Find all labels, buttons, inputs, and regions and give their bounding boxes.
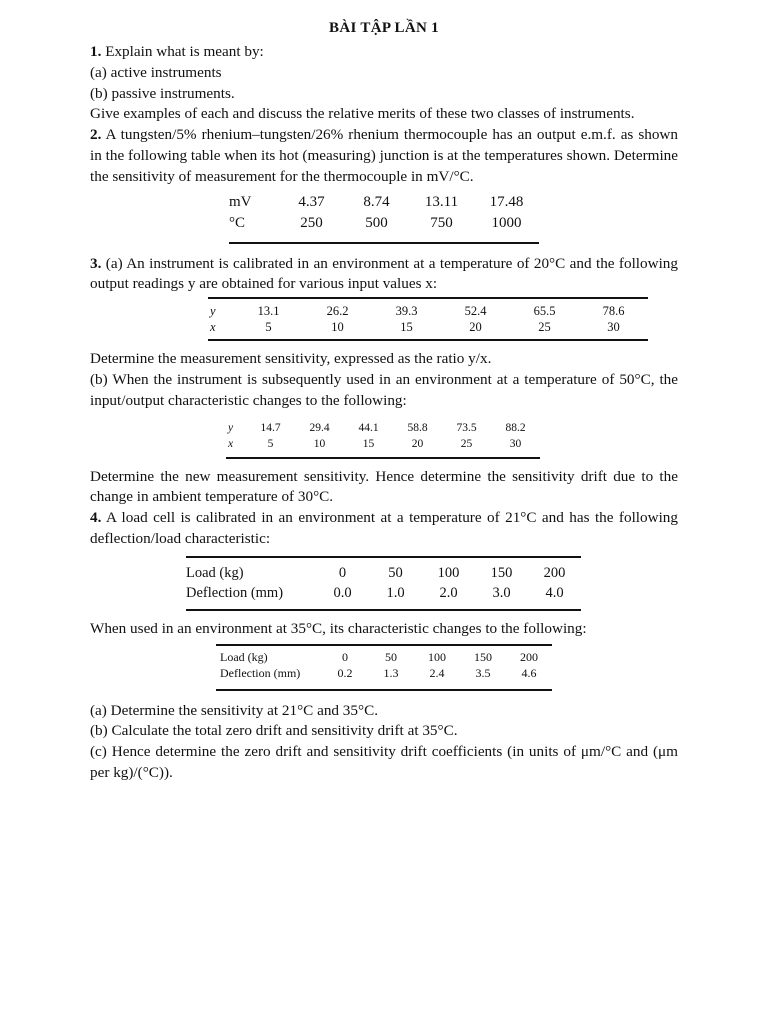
q3-text-a <box>90 254 678 296</box>
q4-item-c: (c) Hence determine the zero drift and sensitivity drift coefficients (in units of μm/°C and (μm per kg)/(°C)). <box>90 743 678 781</box>
row-label: Load (kg) <box>186 564 244 581</box>
q1-prompt-text: Explain what is meant by: <box>101 43 264 60</box>
document-page <box>90 20 678 784</box>
table-cell: 250 <box>300 214 323 231</box>
table-cell: 58.8 <box>407 421 428 434</box>
table-cell: 5 <box>267 437 274 450</box>
table-cell: 52.4 <box>464 304 487 319</box>
table-cell: 13.1 <box>257 304 280 319</box>
table-cell: 750 <box>430 214 453 231</box>
table-cell: 150 <box>490 564 513 581</box>
table-cell: 8.74 <box>363 193 390 210</box>
table-cell: 2.0 <box>439 584 458 601</box>
table-cell: 200 <box>520 649 538 664</box>
q1-number: 1. <box>90 43 102 60</box>
table-cell: 200 <box>543 564 566 581</box>
table-cell: 1.0 <box>386 584 405 601</box>
q3-table-20c <box>208 297 648 341</box>
row-label: Load (kg) <box>220 649 268 664</box>
q4-item-b: (b) Calculate the total zero drift and sensitivity drift at 35°C. <box>90 722 458 740</box>
table-cell: 10 <box>313 437 326 450</box>
table-cell: 73.5 <box>456 421 477 434</box>
table-cell: 29.4 <box>309 421 330 434</box>
q1-prompt <box>90 42 678 63</box>
table-cell: 10 <box>331 320 344 335</box>
table-row <box>226 420 540 436</box>
table-cell: 30 <box>607 320 620 335</box>
table-cell: 20 <box>469 320 482 335</box>
q2-thermocouple-table <box>229 192 539 244</box>
table-row <box>208 319 648 335</box>
q2-text <box>90 125 678 187</box>
table-row <box>216 649 552 665</box>
table-cell: 0 <box>338 564 347 581</box>
table-cell: 4.37 <box>298 193 325 210</box>
q4-text <box>90 508 678 550</box>
q4-number: 4. <box>90 509 102 527</box>
table-cell: 13.11 <box>424 193 459 210</box>
row-label: y <box>210 304 216 319</box>
q2-body: A tungsten/5% rhenium–tungsten/26% rhenium thermocouple has an output e.m.f. as shown in the following table when its hot (measuring) junction is at the temperatures shown. Determine the sensitivity of measurement for the thermocouple in mV/°C. <box>90 126 678 185</box>
table-cell: 25 <box>538 320 551 335</box>
table-row <box>229 213 539 234</box>
table-cell: 1.3 <box>383 665 399 680</box>
table-cell: 1000 <box>491 214 522 231</box>
q1-item-b: (b) passive instruments. <box>90 84 235 102</box>
q3-number: 3. <box>90 254 102 272</box>
table-cell: 50 <box>388 564 403 581</box>
table-cell: 88.2 <box>505 421 526 434</box>
table-cell: 20 <box>411 437 424 450</box>
row-label: mV <box>229 193 252 210</box>
table-cell: 15 <box>400 320 413 335</box>
q3-body-a: (a) An instrument is calibrated in an environment at a temperature of 20°C and the following output readings y are obtained for various input values x: <box>90 254 678 293</box>
q1-item-a: (a) active instruments <box>90 63 222 81</box>
table-cell: 5 <box>265 320 272 335</box>
q2-number: 2. <box>90 126 102 144</box>
q4-body: A load cell is calibrated in an environment at a temperature of 21°C and has the following deflection/load characteristic: <box>90 509 678 547</box>
q4-table-21c <box>186 556 581 611</box>
row-label: °C <box>229 214 246 231</box>
q4-table-35c <box>216 644 552 691</box>
table-cell: 78.6 <box>602 304 625 319</box>
table-cell: 0.0 <box>333 584 352 601</box>
table-cell: 2.4 <box>429 665 445 680</box>
table-row <box>186 583 581 603</box>
q3-text-b2: Determine the new measurement sensitivity. Hence determine the sensitivity drift due to the change in ambient temperature of 30°C. <box>90 467 678 506</box>
table-cell: 100 <box>428 649 446 664</box>
table-cell: 65.5 <box>533 304 556 319</box>
table-cell: 30 <box>509 437 522 450</box>
table-cell: 4.0 <box>545 584 564 601</box>
table-cell: 50 <box>385 649 397 664</box>
page-title: BÀI TẬP LẦN 1 <box>329 20 439 36</box>
table-cell: 26.2 <box>326 304 349 319</box>
table-cell: 14.7 <box>260 421 281 434</box>
table-cell: 25 <box>460 437 473 450</box>
row-label: Deflection (mm) <box>220 665 301 680</box>
table-cell: 39.3 <box>395 304 418 319</box>
q4-text2: When used in an environment at 35°C, its characteristic changes to the following: <box>90 619 587 637</box>
table-cell: 500 <box>365 214 388 231</box>
table-row <box>226 436 540 452</box>
table-cell: 17.48 <box>489 193 524 210</box>
table-cell: 15 <box>362 437 375 450</box>
row-label: y <box>228 421 234 434</box>
table-cell: 0.2 <box>337 665 353 680</box>
table-cell: 4.6 <box>521 665 537 680</box>
row-label: Deflection (mm) <box>186 584 284 601</box>
q3-text-b: (b) When the instrument is subsequently used in an environment at a temperature of 50°C, the input/output characteristic changes to the following: <box>90 370 678 409</box>
table-cell: 44.1 <box>358 421 379 434</box>
table-cell: 100 <box>437 564 460 581</box>
table-row <box>229 192 539 213</box>
q3-table-50c <box>226 420 540 459</box>
table-cell: 0 <box>342 649 348 664</box>
row-label: x <box>228 437 234 450</box>
table-row <box>216 665 552 681</box>
table-row <box>186 563 581 583</box>
table-cell: 3.0 <box>492 584 511 601</box>
q4-item-a: (a) Determine the sensitivity at 21°C and 35°C. <box>90 701 378 719</box>
table-cell: 150 <box>474 649 492 664</box>
q1-follow-up: Give examples of each and discuss the relative merits of these two classes of instruments. <box>90 105 635 123</box>
table-row <box>208 303 648 319</box>
q3-text-a2: Determine the measurement sensitivity, expressed as the ratio y/x. <box>90 350 492 368</box>
table-cell: 3.5 <box>475 665 491 680</box>
row-label: x <box>210 320 216 335</box>
